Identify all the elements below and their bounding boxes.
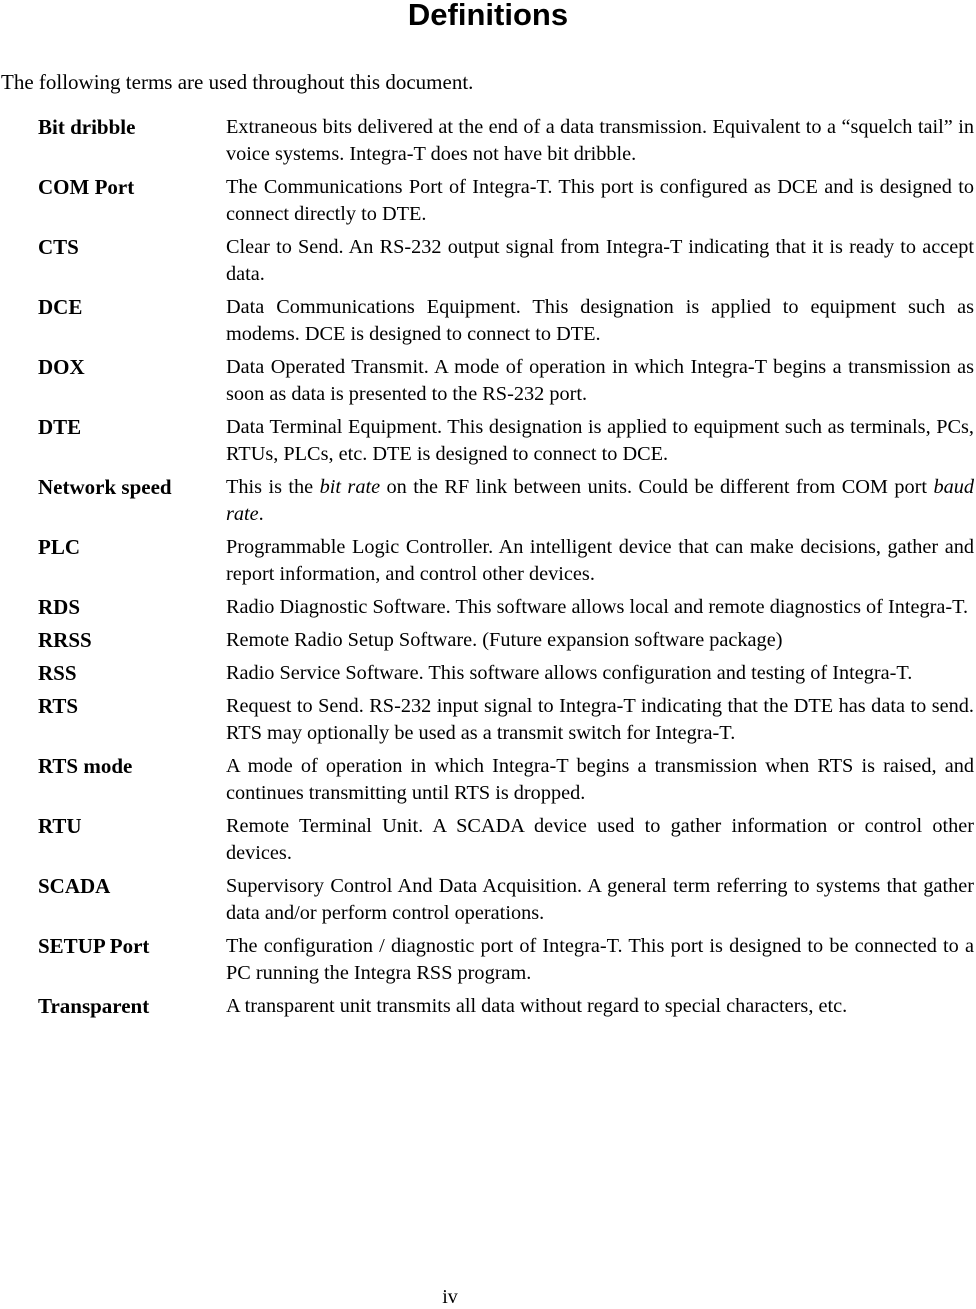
description-text: Remote Terminal Unit. A SCADA device used to gather information or control other devices. bbox=[226, 815, 974, 864]
definition-term: DCE bbox=[38, 295, 83, 319]
definition-term: RTS mode bbox=[38, 754, 133, 778]
description-text: Programmable Logic Controller. An intelligent device that can make decisions, gather and report information, and control other devices. bbox=[226, 536, 974, 585]
definition-row bbox=[0, 174, 976, 228]
description-text: Data Terminal Equipment. This designation is applied to equipment such as terminals, PCs, RTUs, PLCs, etc. DTE is designed to connect to DCE. bbox=[226, 416, 974, 465]
definition-row bbox=[0, 693, 976, 747]
definition-term: RRSS bbox=[38, 628, 92, 652]
definition-row bbox=[0, 813, 976, 867]
definition-description bbox=[226, 693, 974, 747]
description-text: Supervisory Control And Data Acquisition. A general term referring to systems that gather data and/or perform control operations. bbox=[226, 875, 974, 924]
definition-row bbox=[0, 114, 976, 168]
description-text: Request to Send. RS-232 input signal to Integra-T indicating that the DTE has data to send. RTS may optionally be used as a transmit switch for Integra-T. bbox=[226, 695, 974, 744]
definition-description bbox=[226, 594, 974, 621]
definition-row bbox=[0, 873, 976, 927]
page-number: iv bbox=[442, 1286, 458, 1308]
description-text: Clear to Send. An RS-232 output signal from Integra-T indicating that it is ready to accept data. bbox=[226, 236, 974, 285]
definition-term: RDS bbox=[38, 595, 81, 619]
definition-description bbox=[226, 873, 974, 927]
definition-description bbox=[226, 294, 974, 348]
definition-description bbox=[226, 354, 974, 408]
definition-description bbox=[226, 753, 974, 807]
definition-row bbox=[0, 594, 976, 621]
definition-row bbox=[0, 660, 976, 687]
definition-description bbox=[226, 933, 974, 987]
definition-term: DOX bbox=[38, 355, 85, 379]
description-text: Remote Radio Setup Software. (Future expansion software package) bbox=[226, 629, 783, 651]
description-text: The Communications Port of Integra-T. This port is configured as DCE and is designed to connect directly to DTE. bbox=[226, 176, 974, 225]
definition-description bbox=[226, 993, 974, 1020]
definition-term: SETUP Port bbox=[38, 934, 150, 958]
description-text: A mode of operation in which Integra-T begins a transmission when RTS is raised, and continues transmitting until RTS is dropped. bbox=[226, 755, 974, 804]
definition-term: PLC bbox=[38, 535, 80, 559]
definition-description bbox=[226, 114, 974, 168]
definition-description bbox=[226, 234, 974, 288]
definition-term: RTS bbox=[38, 694, 79, 718]
definition-row bbox=[0, 294, 976, 348]
definition-term: COM Port bbox=[38, 175, 135, 199]
description-text: This is the bbox=[226, 476, 320, 498]
page-title: Definitions bbox=[407, 0, 569, 32]
definition-term: RSS bbox=[38, 661, 77, 685]
description-text: Data Operated Transmit. A mode of operation in which Integra-T begins a transmission as soon as data is presented to the RS-232 port. bbox=[226, 356, 974, 405]
definition-row bbox=[0, 753, 976, 807]
definition-term: SCADA bbox=[38, 874, 111, 898]
description-text: on the RF link between units. Could be different from COM port bbox=[380, 476, 934, 498]
definition-description bbox=[226, 660, 974, 687]
definition-term: Bit dribble bbox=[38, 115, 136, 139]
definition-description bbox=[226, 534, 974, 588]
definition-row bbox=[0, 414, 976, 468]
definition-row bbox=[0, 993, 976, 1020]
definition-row bbox=[0, 627, 976, 654]
italic-term: baud rate bbox=[226, 476, 975, 525]
intro-text: The following terms are used throughout this document. bbox=[1, 70, 474, 94]
description-text: The configuration / diagnostic port of Integra-T. This port is designed to be connected to a PC running the Integra RSS program. bbox=[226, 935, 974, 984]
definition-term: CTS bbox=[38, 235, 79, 259]
definition-description bbox=[226, 474, 974, 528]
description-text: . bbox=[258, 503, 264, 525]
description-text: A transparent unit transmits all data without regard to special characters, etc. bbox=[226, 995, 848, 1017]
definition-row bbox=[0, 534, 976, 588]
definition-description bbox=[226, 414, 974, 468]
definition-description bbox=[226, 813, 974, 867]
definition-row bbox=[0, 354, 976, 408]
definition-term: Transparent bbox=[38, 994, 150, 1018]
definition-term: DTE bbox=[38, 415, 82, 439]
definitions-list bbox=[0, 114, 976, 1026]
definition-row bbox=[0, 234, 976, 288]
definition-row bbox=[0, 474, 976, 528]
definition-row bbox=[0, 933, 976, 987]
definition-description bbox=[226, 174, 974, 228]
description-text: Radio Service Software. This software allows configuration and testing of Integra-T. bbox=[226, 662, 913, 684]
italic-term: bit rate bbox=[319, 476, 381, 498]
definition-term: Network speed bbox=[38, 475, 172, 499]
description-text: Radio Diagnostic Software. This software allows local and remote diagnostics of Integra-T. bbox=[226, 596, 969, 618]
description-text: Extraneous bits delivered at the end of a data transmission. Equivalent to a “squelch tail” in voice systems. Integra-T does not have bit dribble. bbox=[226, 116, 974, 165]
definition-term: RTU bbox=[38, 814, 82, 838]
description-text: Data Communications Equipment. This designation is applied to equipment such as modems. DCE is designed to connect to DTE. bbox=[226, 296, 974, 345]
definition-description bbox=[226, 627, 974, 654]
